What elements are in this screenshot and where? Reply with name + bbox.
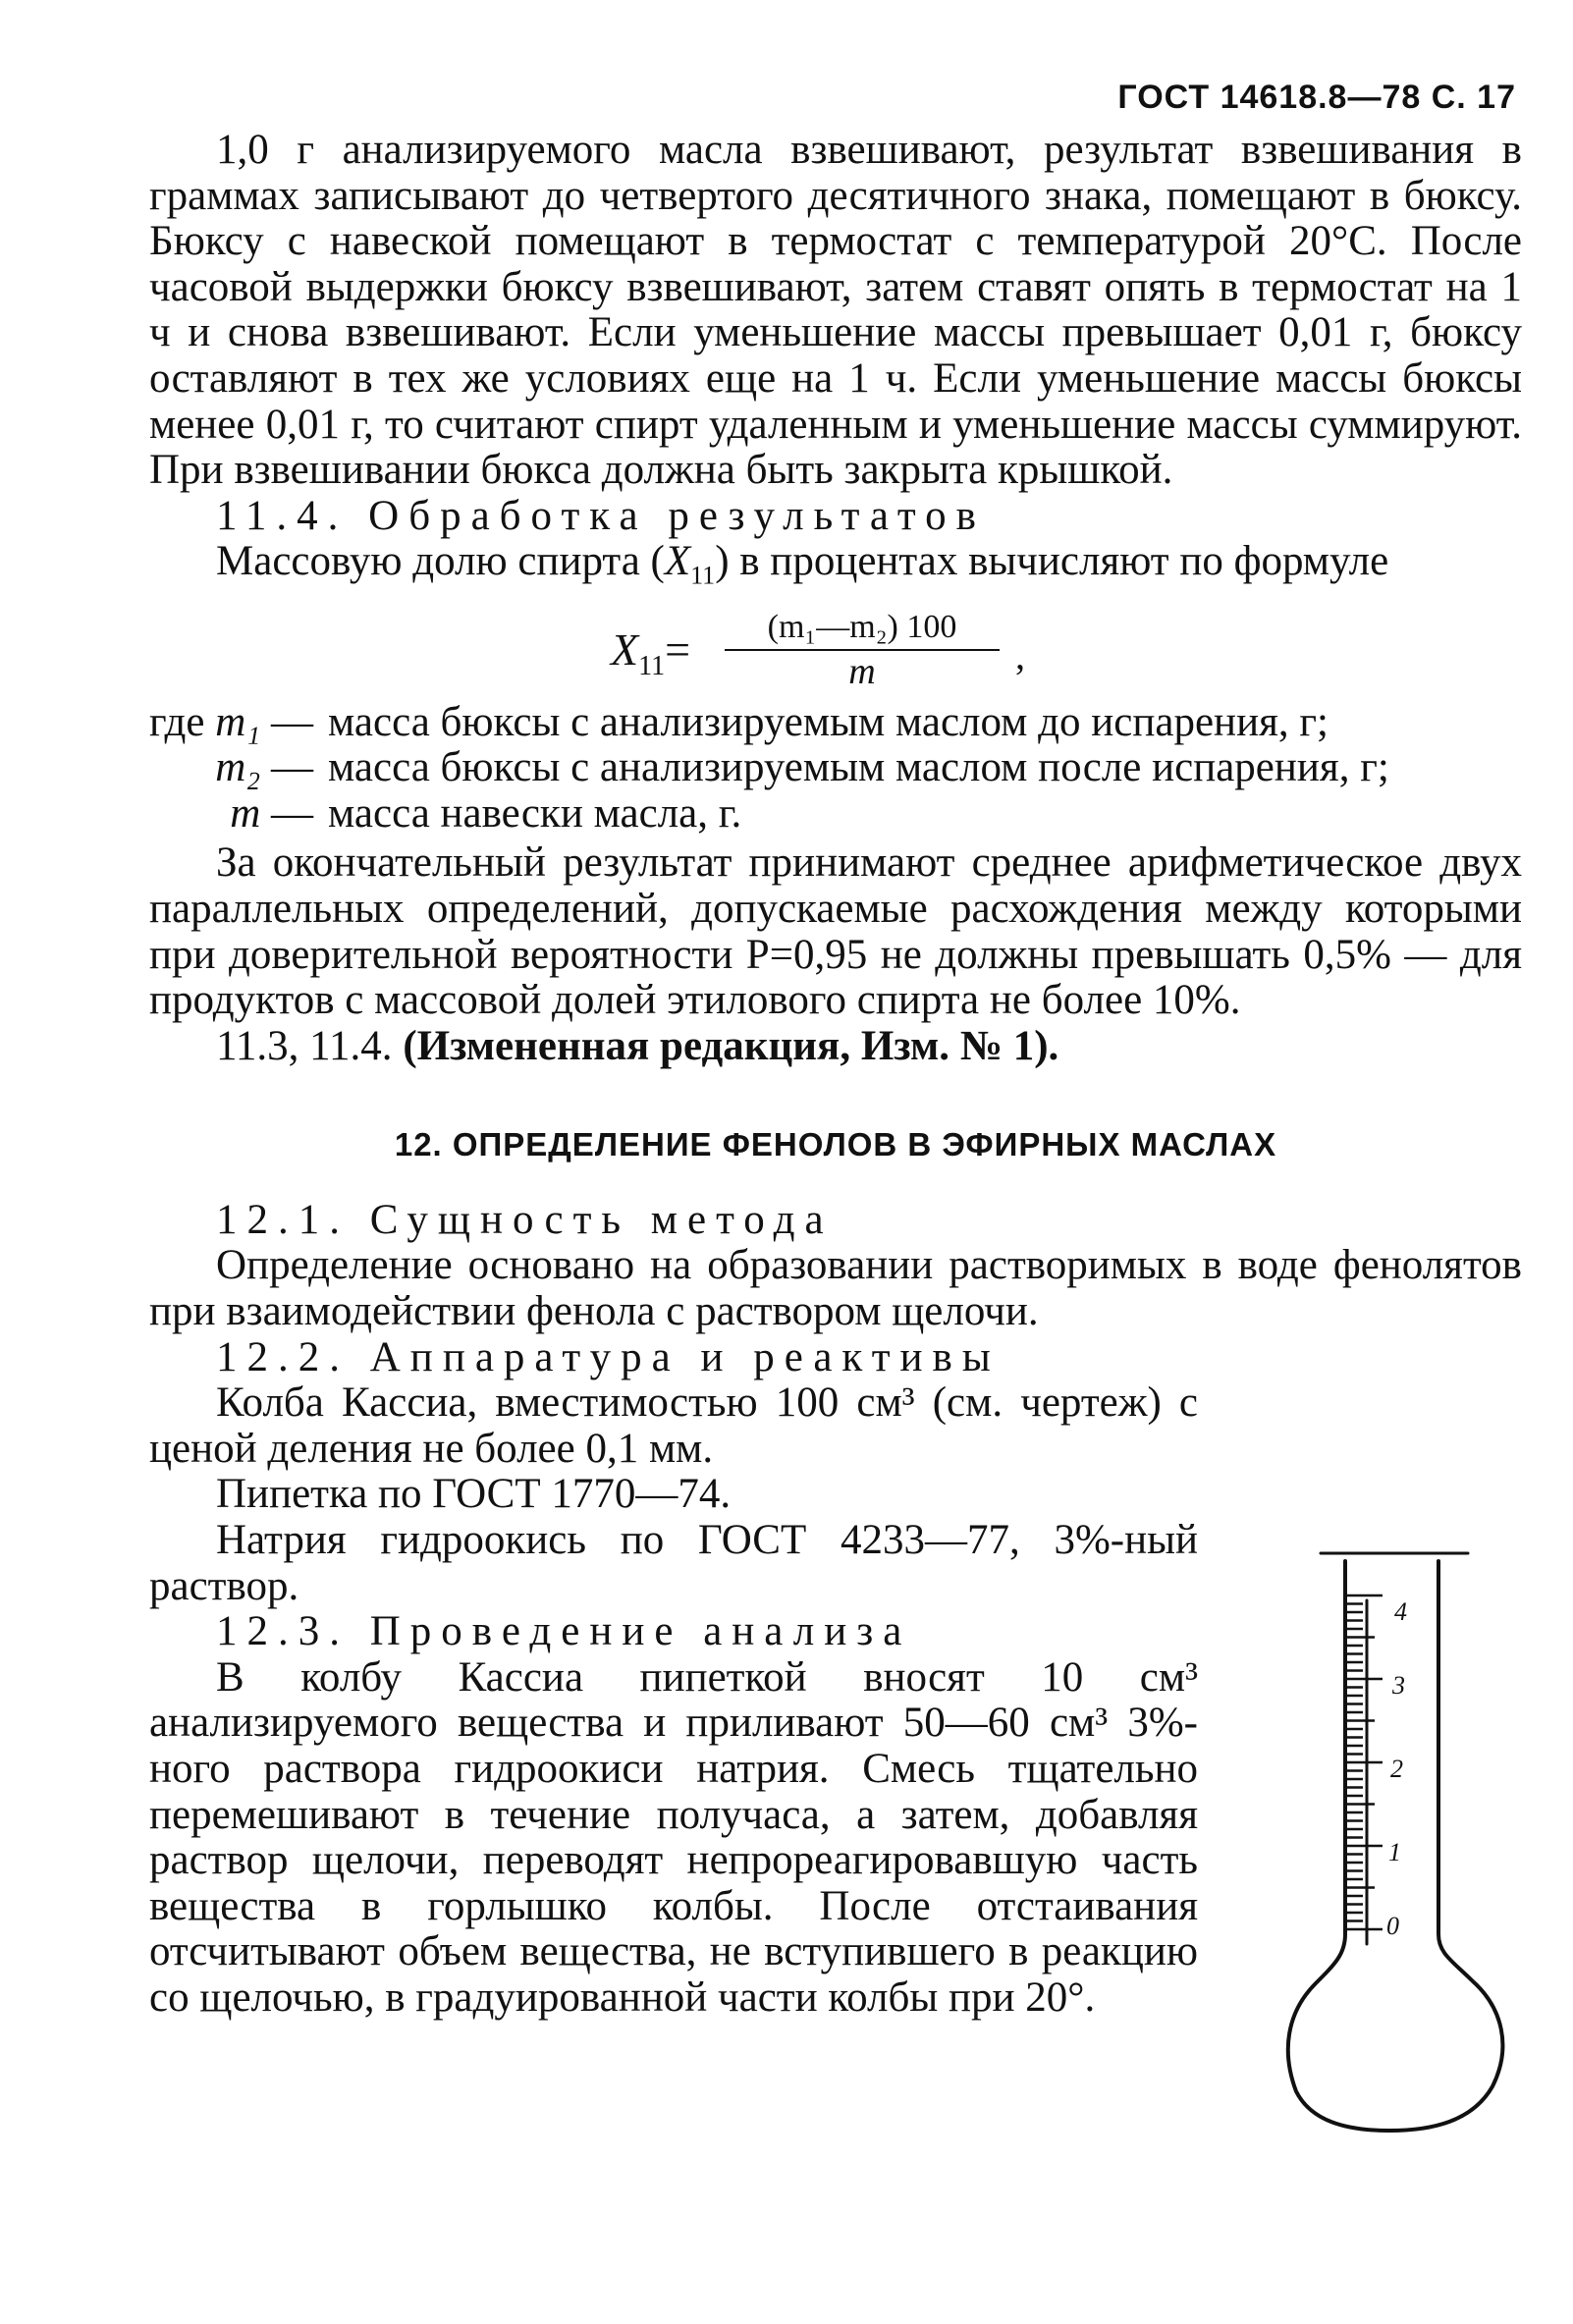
- legend-symbol: m: [230, 789, 261, 837]
- s11-4-text-after: ) в процентах вычисляют по формуле: [715, 538, 1389, 585]
- legend-row-m2: [102, 745, 1522, 791]
- final-result-paragraph: За окончательный результат принимают среднее арифметическое двух параллельных определений, допускаемые расхождения между которыми при доверительной вероятности Р=0,95 не должны превышать 0,5% — для продуктов с массовой долей этилового спирта не более 10%.: [149, 839, 1522, 1024]
- legend-symbol-m2: [102, 745, 313, 791]
- s11-4-text-before: Массовую долю спирта (: [216, 538, 665, 585]
- legend-row-m: [102, 791, 1522, 838]
- s12-2-item-pipette: Пипетка по ГОСТ 1770—74.: [216, 1471, 732, 1518]
- s12-1-text: Определение основано на образовании растворимых в воде фенолятов при взаимодействии фенола с раствором щелочи.: [149, 1242, 1522, 1335]
- flask-label-1: 1: [1388, 1838, 1401, 1866]
- s11-4-text: [149, 539, 1522, 599]
- formula-equals: =: [665, 623, 691, 675]
- formula-lhs-symbol: X: [611, 623, 639, 675]
- flask-label-3: 3: [1392, 1671, 1405, 1700]
- legend-prefix: где: [149, 698, 216, 745]
- formula-lhs-sub: 11: [638, 650, 666, 681]
- legend-dash: —: [260, 789, 313, 837]
- legend-symbol-m: [102, 791, 313, 838]
- s12-2-heading: 12.2. Аппаратура и реактивы: [216, 1333, 1001, 1380]
- legend-dash: —: [260, 698, 313, 745]
- flask-label-0: 0: [1386, 1912, 1399, 1940]
- legend-dash: —: [260, 744, 313, 791]
- formula-legend: [102, 700, 1522, 838]
- page-header: ГОСТ 14618.8—78 С. 17: [1117, 79, 1516, 116]
- s12-2-item-flask: Колба Кассиа, вместимостью 100 см³ (см. чертеж) с ценой деления не более 0,1 мм.: [149, 1379, 1198, 1472]
- legend-text-m2: масса бюксы с анализируемым маслом после испарения, г;: [328, 744, 1389, 791]
- flask-label-4: 4: [1394, 1597, 1407, 1626]
- s12-1-heading: 12.1. Сущность метода: [216, 1196, 834, 1243]
- formula-lhs: [611, 623, 691, 690]
- amendment-note: [149, 1024, 1522, 1070]
- cassia-flask-drawing: [1276, 1541, 1522, 2150]
- formula-denominator: m: [848, 650, 876, 692]
- amendment-text: (Измененная редакция, Изм. № 1).: [403, 1022, 1059, 1069]
- legend-text-m: масса навески масла, г.: [328, 789, 742, 837]
- amendment-ref: 11.3, 11.4.: [216, 1022, 404, 1069]
- formula-numerator: (m₁—m₂) 100: [725, 606, 1000, 651]
- s11-4-symbol-sub: 11: [690, 561, 716, 590]
- s12-3-heading: 12.3. Проведение анализа: [216, 1608, 912, 1655]
- flask-label-2: 2: [1390, 1755, 1403, 1783]
- legend-row-m1: [102, 700, 1522, 746]
- s12-narrow-column: [149, 1380, 1198, 2021]
- intro-paragraph: 1,0 г анализируемого масла взвешивают, результат взвешивания в граммах записывают до четвертого десятичного знака, помещают в бюксу. Бюксу с навеской помещают в термостат с температурой 20°С. После часовой выдержки бюксу взвешивают, затем ставят опять в термостат на 1 ч и снова взвешивают. Если уменьшение массы превышает 0,01 г, бюксу оставляют в тех же условиях еще на 1 ч. Если уменьшение массы бюксы менее 0,01 г, то считают спирт удаленным и уменьшение массы суммируют. При взвешивании бюкса должна быть закрыта крышкой.: [149, 127, 1522, 494]
- s11-4-heading: 11.4. Обработка результатов: [216, 492, 986, 539]
- legend-symbol: m₁: [215, 698, 261, 745]
- formula-block: [149, 606, 1522, 696]
- section-12-title: 12. ОПРЕДЕЛЕНИЕ ФЕНОЛОВ В ЭФИРНЫХ МАСЛАХ: [394, 1126, 1277, 1163]
- formula-comma: ,: [1015, 632, 1025, 677]
- legend-symbol-m1: [102, 700, 313, 746]
- formula-fraction: [725, 606, 1000, 692]
- legend-text-m1: масса бюксы с анализируемым маслом до испарения, г;: [328, 698, 1329, 745]
- s11-4-symbol: X: [664, 538, 691, 585]
- s12-3-text: В колбу Кассиа пипеткой вносят 10 см³ анализируемого вещества и приливают 50—60 см³ 3%-ного раствора гидроокиси натрия. Смесь тщательно перемешивают в течение получаса, а затем, добавляя раствор щелочи, переводят непрореагировавшую часть вещества в горлышко колбы. После отстаивания отсчитывают объем вещества, не вступившего в реакцию со щелочью, в градуированной части колбы при 20°.: [149, 1653, 1198, 2021]
- legend-symbol: m₂: [215, 744, 261, 791]
- s12-2-item-naoh: Натрия гидроокись по ГОСТ 4233—77, 3%-ный раствор.: [149, 1517, 1198, 1609]
